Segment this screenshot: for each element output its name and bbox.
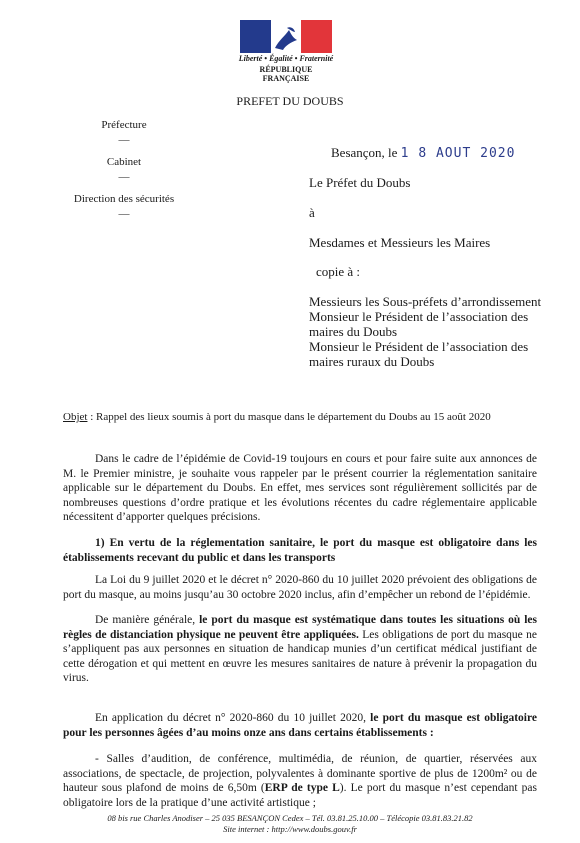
copy-line: Monsieur le Président de l’association des <box>309 339 529 354</box>
copy-line: maires ruraux du Doubs <box>309 354 435 369</box>
marianne-logo <box>236 20 336 83</box>
paragraph-general <box>63 613 537 686</box>
text-run-bold: le port du masque est systématique dans toutes les situations où les règles de distanciation physique ne peuvent être appliquées. <box>63 614 537 641</box>
copy-line: Monsieur le Président de l’association des <box>309 309 529 324</box>
paragraph-decree <box>63 711 537 740</box>
text-run: De manière générale, <box>95 614 200 626</box>
republic-motto: Liberté • Égalité • Fraternité <box>238 54 334 63</box>
separator-dash: — <box>118 134 130 146</box>
separator-dash: — <box>118 208 130 220</box>
subject-label: Objet <box>63 411 88 423</box>
footer-address: 08 bis rue Charles Anodiser – 25 035 BESANÇON Cedex – Tél. 03.81.25.10.00 – Télécopie 03.81.83.21.82 <box>107 813 473 823</box>
cabinet-label: Cabinet <box>106 156 142 168</box>
prefecture-label: Préfecture <box>101 119 147 131</box>
subject-text: : Rappel des lieux soumis à port du masque dans le département du Doubs au 15 août 2020 <box>87 411 491 423</box>
subject-line <box>63 411 543 423</box>
paragraph-intro: Dans le cadre de l’épidémie de Covid-19 toujours en cours et pour faire suite aux annonces de M. le Premier ministre, je souhaite vous rappeler par le présent courrier la réglementation sanitaire applicable sur le département du Doubs. En effet, mes services sont régulièrement sollicités par de nombreuses questions d’ordre pratique et les évolutions récentes du cadre réglementaire applicable nécessitent d’apporter quelques précisions. <box>63 453 537 523</box>
section-heading: 1) En vertu de la réglementation sanitaire, le port du masque est obligatoire dans les établissements recevant du public et dans les transports <box>63 537 537 564</box>
text-run: Les obligations de port du masque ne s’appliquent pas aux personnes en situation de handicap munies d’un certificat médical justifiant de cette dérogation et qui mettent en œuvre les mesures sanitaires de nature à prévenir la propagation du virus. <box>63 628 537 684</box>
tricolor-flag <box>240 20 332 53</box>
copy-line: Messieurs les Sous-préfets d’arrondissement <box>309 294 542 309</box>
text-run: - Salles d’audition, de conférence, multimédia, de réunion, de quartier, réservées aux associations, de spectacle, de projection, polyvalentes à dominante sportive de plus de 1200m² ou de hauteur sous plafond de moins de 6,50m ( <box>63 753 537 794</box>
date-stamp: 1 8 AOUT 2020 <box>400 146 516 161</box>
text-run: ). Le port du masque n’est cependant pas obligatoire lors de la pratique d’une activité artistique ; <box>63 782 537 809</box>
separator-dash: — <box>118 171 130 183</box>
date-place: Besançon, le <box>331 145 398 160</box>
footer-website: Site internet : http://www.doubs.gouv.fr <box>223 824 357 834</box>
text-run-bold: ERP de type L <box>264 782 340 794</box>
marianne-profile-icon <box>271 20 302 53</box>
prefet-heading: PREFET DU DOUBS <box>236 94 344 108</box>
recipients: Mesdames et Messieurs les Maires <box>309 235 491 250</box>
copy-recipients <box>309 294 541 369</box>
paragraph-law: La Loi du 9 juillet 2020 et le décret n° 2020-860 du 10 juillet 2020 prévoient des obligations de port du masque, au moins jusqu’au 30 octobre 2020 inclus, afin d’empêcher un rebond de l’épidémie. <box>63 574 537 601</box>
flag-red-band <box>301 20 332 53</box>
sender: Le Préfet du Doubs <box>309 175 411 190</box>
copy-line: maires du Doubs <box>309 324 398 339</box>
direction-label: Direction des sécurités <box>73 193 175 205</box>
text-run: En application du décret n° 2020-860 du 10 juillet 2020, <box>95 712 371 724</box>
republic-name: RÉPUBLIQUE FRANÇAISE <box>259 65 313 83</box>
to-word: à <box>309 205 315 220</box>
list-item-salles <box>63 752 537 810</box>
date-line <box>331 145 515 161</box>
flag-blue-band <box>240 20 271 53</box>
text-run-bold: le port du masque est obligatoire pour les personnes âgées d’au moins onze ans dans certains établissements : <box>63 712 538 739</box>
copie-label: copie à : <box>316 264 361 279</box>
